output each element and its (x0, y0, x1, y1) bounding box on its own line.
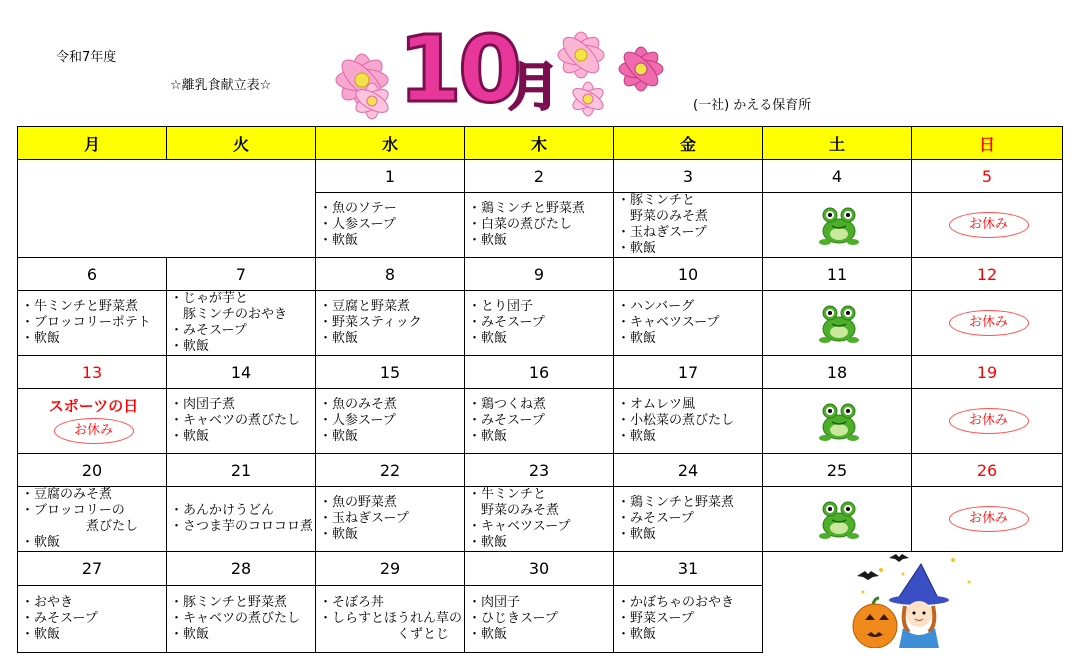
menu-item: ・肉団子 (468, 594, 521, 610)
menu-item: ・白菜の煮びたし (468, 217, 573, 232)
menu-item: ・魚の野菜煮 (319, 495, 398, 510)
date-number: 23 (465, 454, 614, 487)
frog-cell (763, 291, 912, 356)
holiday-cell (912, 291, 1063, 356)
menu-item: ・オムレツ風 (617, 397, 696, 412)
menu-item: ・軟飯 (170, 626, 210, 642)
menu-item: ・みそスープ (21, 610, 98, 626)
date-number: 29 (316, 552, 465, 586)
date-number: 19 (912, 356, 1063, 389)
menu-item: ・玉ねぎスープ (617, 225, 707, 240)
frog-cell (763, 389, 912, 454)
menu-item: ・野菜スープ (617, 610, 694, 626)
menu-cell (316, 585, 465, 652)
menu-item: ・軟飯 (617, 527, 657, 542)
menu-item: ・キャベツの煮びたし (170, 610, 301, 626)
menu-item: ・みそスープ (468, 413, 545, 428)
weekday-sat: 土 (763, 127, 912, 160)
holiday-badge: お休み (949, 408, 1029, 434)
menu-item: ・みそスープ (468, 315, 545, 330)
menu-item: ・あんかけうどん (170, 503, 275, 518)
frog-cell (763, 193, 912, 258)
date-number: 11 (763, 258, 912, 291)
date-number: 24 (614, 454, 763, 487)
halloween-witch-pumpkin-icon (843, 552, 983, 648)
holiday-cell (912, 389, 1063, 454)
weekday-mon: 月 (18, 127, 167, 160)
menu-row (18, 389, 1063, 454)
menu-cell (465, 389, 614, 454)
menu-cell (167, 291, 316, 356)
weekday-thu: 木 (465, 127, 614, 160)
menu-item: ・鶏ミンチと野菜煮 (468, 201, 586, 216)
menu-item: ・キャベツスープ (468, 519, 571, 534)
halloween-illustration-cell (763, 552, 1063, 653)
menu-item: ・鶏ミンチと野菜煮 (617, 495, 735, 510)
menu-cell (614, 291, 763, 356)
menu-item: ・牛ミンチと野菜煮 (21, 299, 139, 314)
menu-item: 野菜のみそ煮 (617, 209, 709, 224)
menu-cell (465, 193, 614, 258)
holiday-badge: お休み (949, 212, 1029, 238)
fiscal-year: 令和7年度 (56, 50, 117, 65)
menu-cell (316, 389, 465, 454)
weekday-tue: 火 (167, 127, 316, 160)
date-number: 28 (167, 552, 316, 586)
date-row (18, 454, 1063, 487)
menu-cell (465, 291, 614, 356)
cosmos-flower-icon (560, 76, 616, 122)
date-number: 21 (167, 454, 316, 487)
menu-item: ・豚ミンチと野菜煮 (170, 594, 288, 610)
menu-item: ・みそスープ (617, 511, 694, 526)
menu-item: ・かぼちゃのおやき (617, 594, 735, 610)
menu-cell (18, 291, 167, 356)
menu-item: ・軟飯 (319, 429, 359, 444)
menu-item: ・牛ミンチと (468, 487, 547, 502)
menu-item: ・人参スープ (319, 413, 396, 428)
menu-item: くずとじ (319, 626, 450, 642)
menu-item: ・キャベツの煮びたし (170, 413, 301, 428)
empty-cell (18, 160, 316, 258)
menu-item: ・軟飯 (21, 535, 61, 550)
frog-icon (817, 399, 861, 443)
date-number: 2 (465, 160, 614, 193)
menu-cell (614, 193, 763, 258)
date-row (18, 258, 1063, 291)
date-number: 16 (465, 356, 614, 389)
menu-item: ・軟飯 (617, 241, 657, 256)
menu-item: ・豆腐のみそ煮 (21, 487, 113, 502)
date-number: 8 (316, 258, 465, 291)
menu-item: ・さつま芋のコロコロ煮 (170, 519, 314, 534)
menu-item: ・そぼろ丼 (319, 594, 385, 610)
weekday-fri: 金 (614, 127, 763, 160)
menu-item: ・小松菜の煮びたし (617, 413, 735, 428)
holiday-badge: お休み (54, 418, 134, 444)
date-number: 12 (912, 258, 1063, 291)
menu-item: ・ブロッコリーポテト (21, 315, 151, 330)
menu-item: ・軟飯 (468, 331, 508, 346)
date-number: 17 (614, 356, 763, 389)
menu-item: ・軟飯 (468, 535, 508, 550)
menu-item: ・魚のみそ煮 (319, 397, 398, 412)
menu-item: ・軟飯 (21, 331, 61, 346)
menu-item: 豚ミンチのおやき (170, 307, 288, 322)
menu-cell (316, 193, 465, 258)
date-number: 15 (316, 356, 465, 389)
date-number: 3 (614, 160, 763, 193)
menu-item: 煮びたし (21, 519, 139, 534)
menu-item: ・玉ねぎスープ (319, 511, 409, 526)
date-number: 26 (912, 454, 1063, 487)
menu-cell (167, 585, 316, 652)
menu-cell (465, 585, 614, 652)
menu-item: ・おやき (21, 594, 74, 610)
date-number: 30 (465, 552, 614, 586)
menu-item: ・ひじきスープ (468, 610, 558, 626)
sports-day-label: スポーツの日 (48, 397, 139, 415)
menu-item: ・ハンバーグ (617, 299, 695, 314)
date-row (18, 356, 1063, 389)
date-number: 13 (18, 356, 167, 389)
menu-item: ・軟飯 (319, 527, 359, 542)
weekday-sun: 日 (912, 127, 1063, 160)
date-number: 27 (18, 552, 167, 586)
date-number: 5 (912, 160, 1063, 193)
month-title: 10 (398, 16, 519, 123)
menu-item: ・豚ミンチと (617, 193, 696, 208)
date-number: 14 (167, 356, 316, 389)
menu-cell (18, 585, 167, 652)
date-number: 7 (167, 258, 316, 291)
date-number: 22 (316, 454, 465, 487)
menu-cell (465, 487, 614, 552)
date-row (18, 160, 1063, 193)
date-number: 31 (614, 552, 763, 586)
organization-name: (一社) かえる保育所 (693, 98, 812, 113)
menu-item: ・野菜スティック (319, 315, 422, 330)
menu-item: ・軟飯 (617, 331, 657, 346)
holiday-badge: お休み (949, 506, 1029, 532)
menu-calendar (17, 126, 1063, 653)
date-number: 10 (614, 258, 763, 291)
cosmos-flower-icon (342, 76, 402, 126)
date-number: 18 (763, 356, 912, 389)
menu-item: ・ブロッコリーの (21, 503, 125, 518)
month-suffix: 月 (508, 58, 561, 118)
menu-item: ・人参スープ (319, 217, 396, 232)
frog-icon (817, 301, 861, 345)
menu-cell (614, 585, 763, 652)
holiday-cell (18, 389, 167, 454)
menu-item: ・軟飯 (617, 626, 657, 642)
date-row (18, 552, 1063, 586)
menu-cell (316, 487, 465, 552)
date-number: 20 (18, 454, 167, 487)
weekday-header-row (18, 127, 1063, 160)
menu-cell (167, 487, 316, 552)
frog-icon (817, 497, 861, 541)
menu-item: ・軟飯 (468, 626, 508, 642)
menu-row (18, 291, 1063, 356)
menu-cell (614, 389, 763, 454)
menu-item: ・軟飯 (468, 429, 508, 444)
menu-item: ・軟飯 (319, 233, 359, 248)
menu-item: ・軟飯 (170, 339, 210, 354)
cosmos-flower-icon (608, 36, 674, 102)
menu-item: ・みそスープ (170, 323, 247, 338)
weekday-wed: 水 (316, 127, 465, 160)
menu-cell (167, 389, 316, 454)
holiday-cell (912, 193, 1063, 258)
holiday-badge: お休み (949, 310, 1029, 336)
menu-item: 野菜のみそ煮 (468, 503, 560, 518)
holiday-cell (912, 487, 1063, 552)
menu-cell (18, 487, 167, 552)
menu-item: ・豆腐と野菜煮 (319, 299, 411, 314)
menu-subtitle: ☆離乳食献立表☆ (170, 78, 272, 93)
menu-item: ・鶏つくね煮 (468, 397, 547, 412)
date-number: 9 (465, 258, 614, 291)
menu-item: ・軟飯 (170, 429, 210, 444)
frog-icon (817, 203, 861, 247)
menu-item: ・肉団子煮 (170, 397, 236, 412)
menu-item: ・とり団子 (468, 299, 534, 314)
date-number: 25 (763, 454, 912, 487)
menu-item: ・軟飯 (468, 233, 508, 248)
menu-item: ・じゃが芋と (170, 291, 249, 306)
menu-item: ・キャベツスープ (617, 315, 720, 330)
frog-cell (763, 487, 912, 552)
date-number: 1 (316, 160, 465, 193)
menu-item: ・軟飯 (617, 429, 657, 444)
menu-row (18, 487, 1063, 552)
menu-item: ・軟飯 (319, 331, 359, 346)
menu-item: ・しらすとほうれん草の (319, 610, 463, 626)
menu-item: ・軟飯 (21, 626, 61, 642)
menu-cell (316, 291, 465, 356)
menu-item: ・魚のソテー (319, 201, 397, 216)
date-number: 4 (763, 160, 912, 193)
menu-cell (614, 487, 763, 552)
date-number: 6 (18, 258, 167, 291)
